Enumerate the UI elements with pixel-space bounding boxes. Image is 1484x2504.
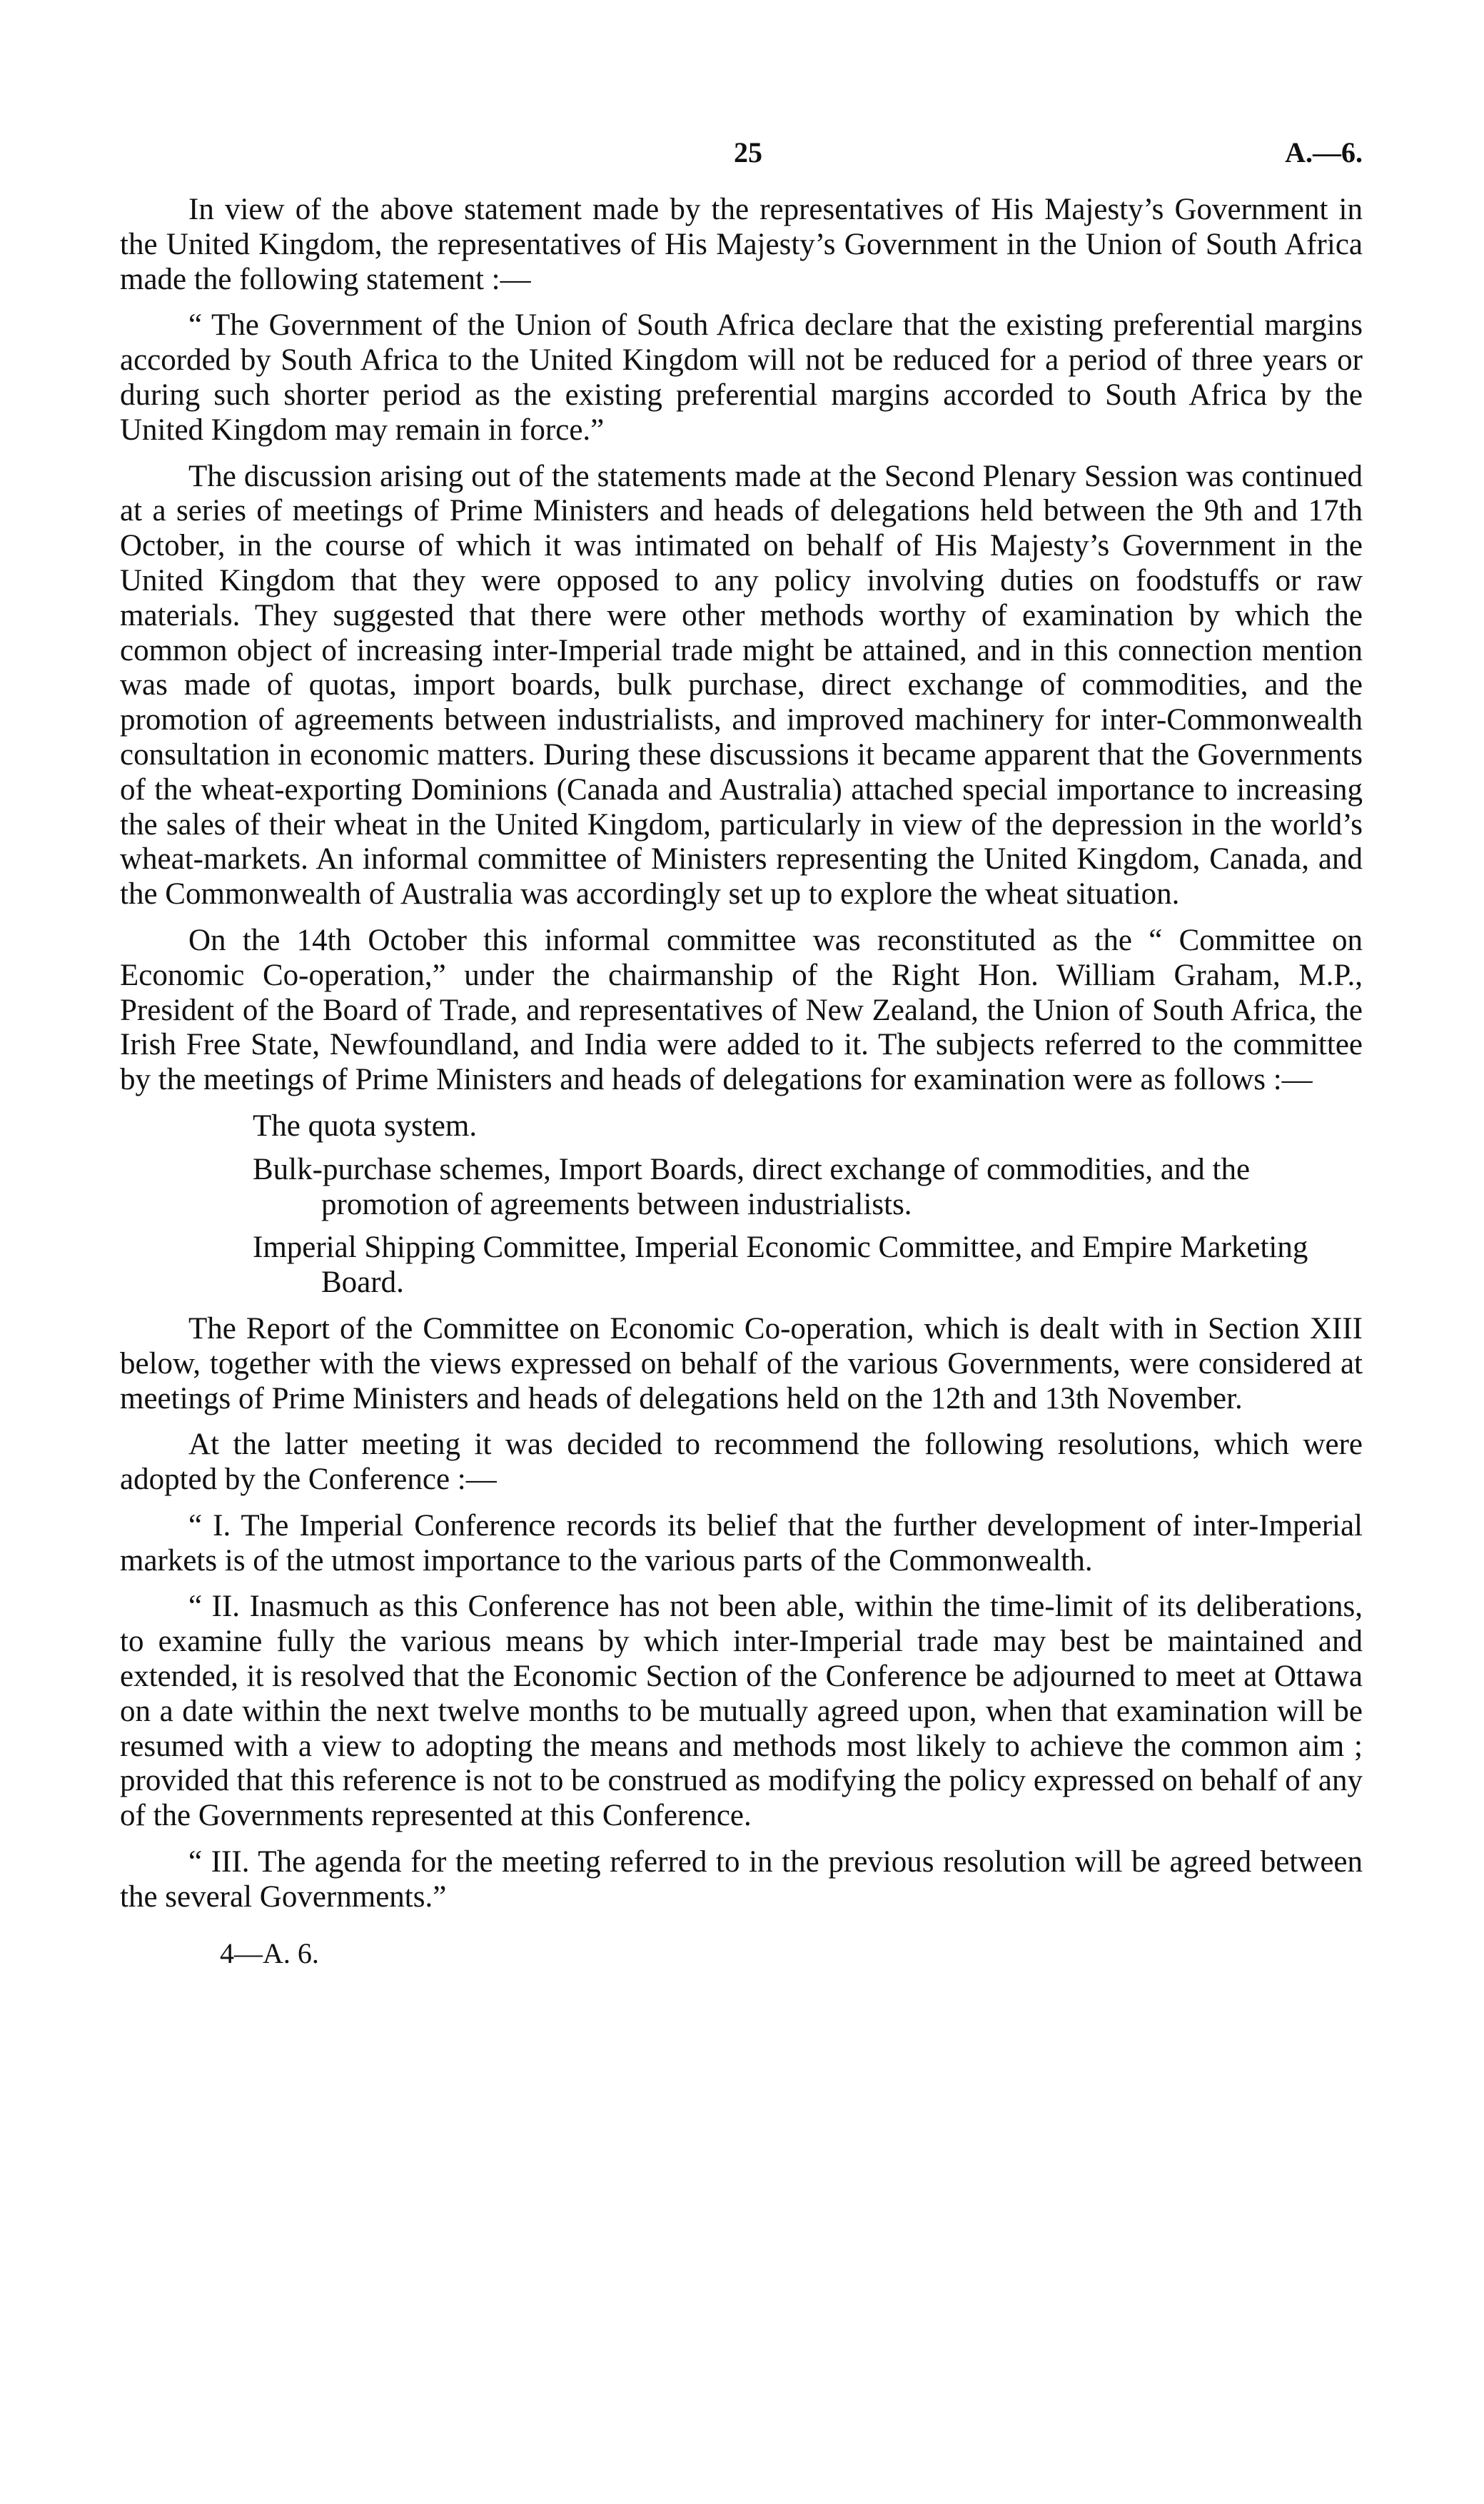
- subject-item: Imperial Shipping Committee, Imperial Economic Committee, and Empire Marketing Board.: [253, 1231, 1308, 1300]
- paragraph-south-africa-intro: In view of the above statement made by the representatives of His Majesty’s Government in the United Kingdom, the representatives of His Majesty’s Government in the Union of South Africa made the following statement :—: [120, 193, 1363, 296]
- paragraph-committee-reconstituted: On the 14th October this informal committee was reconstituted as the “ Committee on Economic Co-operation,” under the chairmanship of the Right Hon. William Graham, M.P., President of the Board of Trade, and representatives of New Zealand, the Union of South Africa, the Irish Free State, Newfoundland, and India were added to it. The subjects referred to the committee by the meetings of Prime Ministers and heads of delegations for examination were as follows :—: [120, 923, 1363, 1097]
- subject-item: The quota system.: [253, 1109, 478, 1143]
- paragraph-south-africa-statement: “ The Government of the Union of South Africa declare that the existing preferential margins accorded by South Africa to the United Kingdom will not be reduced for a period of three years or during such shorter period as the existing preferential margins accorded to South Africa by the United Kingdom may remain in force.”: [120, 308, 1363, 447]
- page-number: 25: [734, 136, 762, 168]
- paragraph-plenary-discussion: The discussion arising out of the statements made at the Second Plenary Session was continued at a series of meetings of Prime Ministers and heads of delegations held between the 9th and 17th October, in the course of which it was intimated on behalf of His Majesty’s Government in the United Kingdom that they were opposed to any policy involving duties on foodstuffs or raw materials. They suggested that there were other methods worthy of examination by which the common object of increasing inter-Imperial trade might be attained, and in this connection mention was made of quotas, import boards, bulk purchase, direct exchange of commodities, and the promotion of agreements between industrialists, and improved machinery for inter-Commonwealth consultation in economic matters. During these discussions it became apparent that the Governments of the wheat-exporting Dominions (Canada and Australia) attached special importance to increasing the sales of their wheat in the United Kingdom, particularly in view of the depression in the world’s wheat-markets. An informal committee of Ministers representing the United Kingdom, Canada, and the Commonwealth of Australia was accordingly set up to explore the wheat situation.: [120, 459, 1363, 912]
- resolution-one: “ I. The Imperial Conference records its belief that the further development of inter-Imperial markets is of the utmost importance to the various parts of the Commonwealth.: [120, 1508, 1363, 1577]
- document-reference: A.—6.: [1285, 136, 1363, 168]
- resolution-two: “ II. Inasmuch as this Conference has not been able, within the time-limit of its deliberations, to examine fully the various means by which inter-Imperial trade may best be maintained and extended, it is resolved that the Economic Section of the Conference be adjourned to meet at Ottawa on a date within the next twelve months to be mutually agreed upon, when that examination will be resumed with a view to adopting the means and methods most likely to achieve the common aim ; provided that this reference is not to be construed as modifying the policy expressed on behalf of any of the Governments represented at this Conference.: [120, 1590, 1363, 1833]
- page-header: [120, 136, 1363, 193]
- paragraph-resolutions-intro: At the latter meeting it was decided to recommend the following resolutions, which were adopted by the Conference :—: [120, 1428, 1363, 1497]
- paragraph-committee-report: The Report of the Committee on Economic Co-operation, which is dealt with in Section XIII below, together with the views expressed on behalf of the various Governments, were considered at meetings of Prime Ministers and heads of delegations held on the 12th and 13th November.: [120, 1311, 1363, 1415]
- signature-mark: 4—A. 6.: [220, 1937, 319, 1969]
- body-text: [120, 193, 1363, 1915]
- subjects-list: [120, 1109, 1363, 1301]
- subject-item: Bulk-purchase schemes, Import Boards, direct exchange of commodities, and the promotion of agreements between industrialists.: [253, 1152, 1251, 1221]
- resolution-three: “ III. The agenda for the meeting referred to in the previous resolution will be agreed between the several Governments.”: [120, 1845, 1363, 1914]
